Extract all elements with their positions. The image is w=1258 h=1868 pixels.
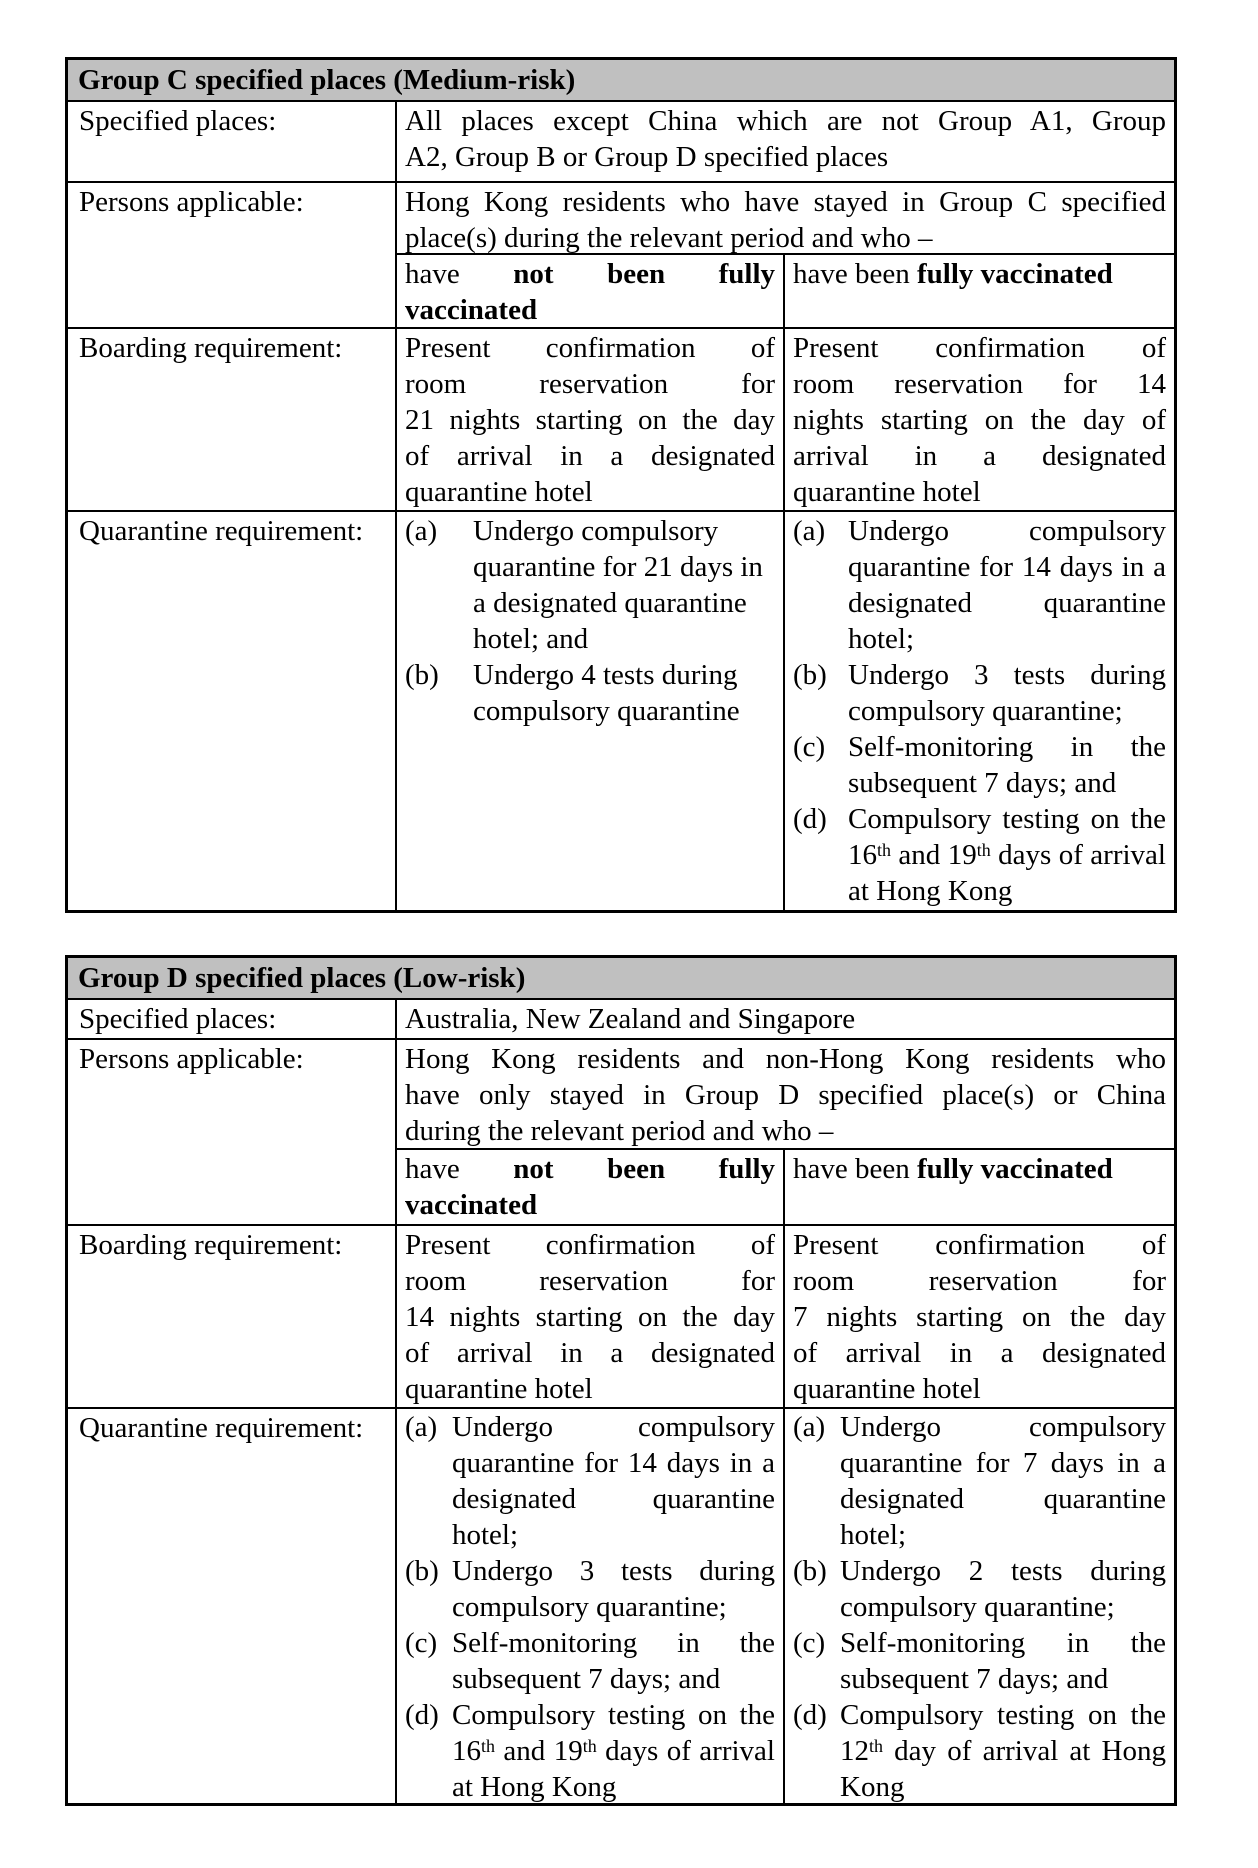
persons-applicable-value — [395, 181, 1174, 253]
subheader-bold-text: not been fully — [513, 1153, 776, 1185]
list-text: and 19 — [890, 839, 977, 871]
row-label-specified-places: Specified places: — [68, 100, 395, 181]
text-line: A2, Group B or Group D specified places — [405, 141, 889, 173]
text-line: All places except China which are not Group A1, Group — [405, 105, 1166, 137]
list-item-a — [405, 1409, 775, 1553]
list-text: Self-monitoring in the subsequent 7 days; and — [840, 1627, 1166, 1695]
text-line: room reservation for — [405, 368, 775, 400]
text-line: 7 nights starting on the day — [793, 1301, 1166, 1333]
list-marker: (a) — [793, 515, 826, 547]
list-item-d — [405, 1697, 775, 1803]
specified-places-value — [395, 998, 1174, 1038]
list-item-a — [793, 513, 1166, 657]
list-marker: (b) — [405, 1555, 439, 1587]
list-text: Undergo 3 tests during compulsory quarantine; — [452, 1555, 775, 1623]
subheader-bold-text: vaccinated — [405, 294, 538, 326]
text-line: of arrival in a designated — [793, 1337, 1166, 1369]
group-c-table — [65, 57, 1177, 913]
text-line: Present confirmation of — [405, 1229, 775, 1261]
list-marker: (d) — [793, 1699, 827, 1731]
quarantine-vaccinated-list — [783, 1407, 1174, 1803]
subheader-prefix: have — [405, 258, 460, 290]
subheader-bold-text: vaccinated — [405, 1189, 538, 1221]
group-c-table-header: Group C specified places (Medium-risk) — [68, 60, 1174, 100]
list-marker: (c) — [405, 1627, 438, 1659]
row-label-persons-applicable: Persons applicable: — [68, 181, 395, 327]
list-marker: (a) — [405, 515, 438, 547]
text-line: quarantine hotel — [405, 476, 593, 508]
ordinal-superscript: th — [481, 1735, 495, 1756]
list-text: Undergo 4 tests during compulsory quarantine — [473, 659, 740, 727]
boarding-not-vaccinated-value — [395, 327, 783, 510]
text-line: quarantine hotel — [793, 1373, 981, 1405]
quarantine-not-vaccinated-list — [395, 1407, 783, 1803]
row-label-persons-applicable: Persons applicable: — [68, 1038, 395, 1224]
list-item-b — [793, 1553, 1166, 1625]
list-text: Self-monitoring in the subsequent 7 days; and — [452, 1627, 775, 1695]
ordinal-superscript: th — [877, 839, 891, 860]
boarding-not-vaccinated-value — [395, 1224, 783, 1407]
list-marker: (c) — [793, 1627, 826, 1659]
list-marker: (b) — [793, 1555, 827, 1587]
subheader-not-fully-vaccinated — [395, 253, 783, 327]
text-line: room reservation for — [793, 1265, 1166, 1297]
list-item-b — [405, 657, 775, 729]
list-item-a — [405, 513, 775, 657]
text-line: 21 nights starting on the day — [405, 404, 775, 436]
list-text: Compulsory testing on the 16 — [848, 803, 1166, 871]
text-line: place(s) during the relevant period and who – — [405, 222, 933, 253]
text-line: 14 nights starting on the day — [405, 1301, 775, 1333]
list-text: and 19 — [494, 1735, 583, 1767]
text-line: of arrival in a designated — [405, 440, 775, 472]
list-text: days of arrival at Hong Kong — [452, 1735, 775, 1803]
list-item-c — [793, 729, 1166, 801]
subheader-prefix: have been — [793, 1153, 910, 1185]
list-text: Undergo 2 tests during compulsory quarantine; — [840, 1555, 1166, 1623]
list-item-c — [405, 1625, 775, 1697]
list-marker: (d) — [405, 1699, 439, 1731]
list-item-c — [793, 1625, 1166, 1697]
text-line: during the relevant period and who – — [405, 1115, 834, 1147]
text-line: nights starting on the day of — [793, 404, 1166, 436]
list-text: Undergo compulsory quarantine for 21 days in a designated quarantine hotel; and — [473, 515, 763, 655]
text-line: of arrival in a designated — [405, 1337, 775, 1369]
text-line: Present confirmation of — [793, 332, 1166, 364]
list-marker: (c) — [793, 731, 826, 763]
text-line: room reservation for — [405, 1265, 775, 1297]
subheader-bold-text: not been fully — [513, 258, 776, 290]
list-text: day of arrival at Hong Kong — [840, 1735, 1166, 1803]
text-line: quarantine hotel — [793, 476, 981, 508]
list-item-b — [405, 1553, 775, 1625]
row-label-boarding-requirement: Boarding requirement: — [68, 1224, 395, 1407]
text-line: Hong Kong residents who have stayed in Group C specified — [405, 186, 1166, 218]
list-text: Undergo compulsory quarantine for 14 days in a designated quarantine hotel; — [848, 515, 1166, 655]
list-item-b — [793, 657, 1166, 729]
persons-applicable-value — [395, 1038, 1174, 1148]
subheader-bold-text: fully vaccinated — [917, 258, 1113, 290]
list-item-d — [793, 801, 1166, 909]
text-line: quarantine hotel — [405, 1373, 593, 1405]
row-label-specified-places: Specified places: — [68, 998, 395, 1038]
list-marker: (b) — [405, 659, 439, 691]
subheader-not-fully-vaccinated — [395, 1148, 783, 1224]
list-marker: (b) — [793, 659, 827, 691]
list-marker: (d) — [793, 803, 827, 835]
boarding-vaccinated-value — [783, 327, 1174, 510]
list-text: Compulsory testing on the 16 — [452, 1699, 775, 1767]
ordinal-superscript: th — [869, 1735, 883, 1756]
list-text: Compulsory testing on the 12 — [840, 1699, 1166, 1767]
text-line: arrival in a designated — [793, 440, 1166, 472]
text-line: Australia, New Zealand and Singapore — [405, 1003, 856, 1035]
list-text: Self-monitoring in the subsequent 7 days; and — [848, 731, 1166, 799]
group-d-table — [65, 955, 1177, 1806]
group-d-table-header: Group D specified places (Low-risk) — [68, 958, 1174, 998]
subheader-fully-vaccinated — [783, 1148, 1174, 1224]
table-gap — [65, 913, 1258, 955]
list-item-d — [793, 1697, 1166, 1803]
text-line: have only stayed in Group D specified place(s) or China — [405, 1079, 1166, 1111]
subheader-prefix: have — [405, 1153, 460, 1185]
list-text: Undergo compulsory quarantine for 14 days in a designated quarantine hotel; — [452, 1411, 775, 1551]
quarantine-not-vaccinated-list — [395, 510, 783, 910]
text-line: room reservation for 14 — [793, 368, 1166, 400]
boarding-vaccinated-value — [783, 1224, 1174, 1407]
subheader-prefix: have been — [793, 258, 910, 290]
list-text: days of arrival at Hong Kong — [848, 839, 1166, 907]
list-marker: (a) — [793, 1411, 826, 1443]
text-line: Present confirmation of — [793, 1229, 1166, 1261]
text-line: Hong Kong residents and non-Hong Kong residents who — [405, 1043, 1166, 1075]
list-item-a — [793, 1409, 1166, 1553]
quarantine-vaccinated-list — [783, 510, 1174, 910]
text-line: Present confirmation of — [405, 332, 775, 364]
ordinal-superscript: th — [582, 1735, 597, 1756]
subheader-fully-vaccinated — [783, 253, 1174, 327]
subheader-bold-text: fully vaccinated — [917, 1153, 1113, 1185]
specified-places-value — [395, 100, 1174, 181]
ordinal-superscript: th — [976, 839, 991, 860]
row-label-quarantine-requirement: Quarantine requirement: — [68, 1407, 395, 1803]
row-label-quarantine-requirement: Quarantine requirement: — [68, 510, 395, 910]
row-label-boarding-requirement: Boarding requirement: — [68, 327, 395, 510]
list-marker: (a) — [405, 1411, 438, 1443]
list-text: Undergo compulsory quarantine for 7 days in a designated quarantine hotel; — [840, 1411, 1166, 1551]
list-text: Undergo 3 tests during compulsory quarantine; — [848, 659, 1166, 727]
